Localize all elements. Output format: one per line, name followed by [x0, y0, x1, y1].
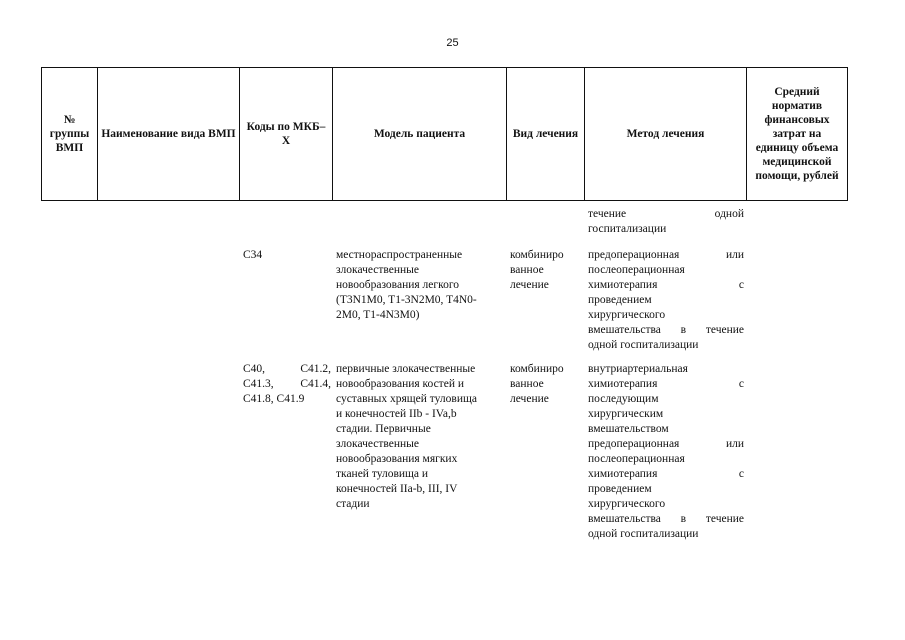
method-line: одной госпитализации	[588, 528, 699, 540]
code-line: C41.8, C41.9	[243, 393, 305, 405]
row1-patient-model	[336, 248, 506, 323]
header-cost-norm: Средний норматив финансовых затрат на единицу объема медицинской помощи, рублей	[747, 68, 848, 201]
code-line: C41.3, C41.4,	[243, 378, 331, 390]
code-line: C40, C41.2,	[243, 363, 331, 375]
header-treatment-method: Метод лечения	[585, 68, 747, 201]
row2-treatment-type	[510, 362, 584, 407]
method-line: хирургическим	[588, 408, 664, 420]
row1-treatment-method	[588, 248, 744, 353]
method-line: хирургического	[588, 309, 666, 321]
method-line: послеоперационная	[588, 264, 685, 276]
header-patient-model: Модель пациента	[333, 68, 507, 201]
row2-treatment-method	[588, 362, 744, 542]
continuation-method	[588, 207, 744, 237]
method-line: хирургического	[588, 498, 666, 510]
model-line: первичные злокачественные	[336, 363, 476, 375]
header-treatment-type: Вид лечения	[507, 68, 585, 201]
row1-icd-codes	[243, 248, 331, 263]
type-line: лечение	[510, 393, 549, 405]
model-line: новообразования легкого	[336, 279, 460, 291]
model-line: 2M0, T1-4N3M0)	[336, 309, 420, 321]
type-line: лечение	[510, 279, 549, 291]
method-line: химиотерапия с	[588, 468, 744, 480]
method-line: госпитализации	[588, 223, 667, 235]
row2-icd-codes	[243, 362, 331, 407]
method-line: химиотерапия с	[588, 279, 744, 291]
method-line: вмешательства в течение	[588, 324, 744, 336]
code-line: C34	[243, 249, 263, 261]
method-line: проведением	[588, 483, 652, 495]
type-line: комбиниро	[510, 363, 564, 375]
type-line: ванное	[510, 264, 544, 276]
type-line: ванное	[510, 378, 544, 390]
model-line: стадии	[336, 498, 370, 510]
method-line: предоперационная или	[588, 249, 744, 261]
method-line: одной госпитализации	[588, 339, 699, 351]
row1-treatment-type	[510, 248, 584, 293]
model-line: тканей туловища и	[336, 468, 429, 480]
table-header	[41, 67, 848, 201]
header-group-number: № группы ВМП	[42, 68, 98, 201]
model-line: новообразования мягких	[336, 453, 458, 465]
method-line: химиотерапия с	[588, 378, 744, 390]
header-icd-codes: Коды по МКБ–Х	[240, 68, 333, 201]
model-line: стадии. Первичные	[336, 423, 431, 435]
model-line: суставных хрящей туловища	[336, 393, 477, 405]
type-line: комбиниро	[510, 249, 564, 261]
method-line: проведением	[588, 294, 652, 306]
model-line: (T3N1M0, T1-3N2M0, T4N0-	[336, 294, 477, 306]
method-line: течение одной	[588, 208, 744, 220]
method-line: предоперационная или	[588, 438, 744, 450]
method-line: вмешательством	[588, 423, 669, 435]
model-line: злокачественные	[336, 438, 419, 450]
model-line: злокачественные	[336, 264, 419, 276]
model-line: конечностей IIa-b, III, IV	[336, 483, 458, 495]
model-line: и конечностей IIb - IVa,b	[336, 408, 457, 420]
header-vmp-name: Наименование вида ВМП	[98, 68, 240, 201]
method-line: внутриартериальная	[588, 363, 688, 375]
method-line: последующим	[588, 393, 659, 405]
method-line: вмешательства в течение	[588, 513, 744, 525]
row2-patient-model	[336, 362, 506, 512]
model-line: новообразования костей и	[336, 378, 464, 390]
page-number: 25	[446, 37, 459, 49]
model-line: местнораспространенные	[336, 249, 463, 261]
method-line: послеоперационная	[588, 453, 685, 465]
